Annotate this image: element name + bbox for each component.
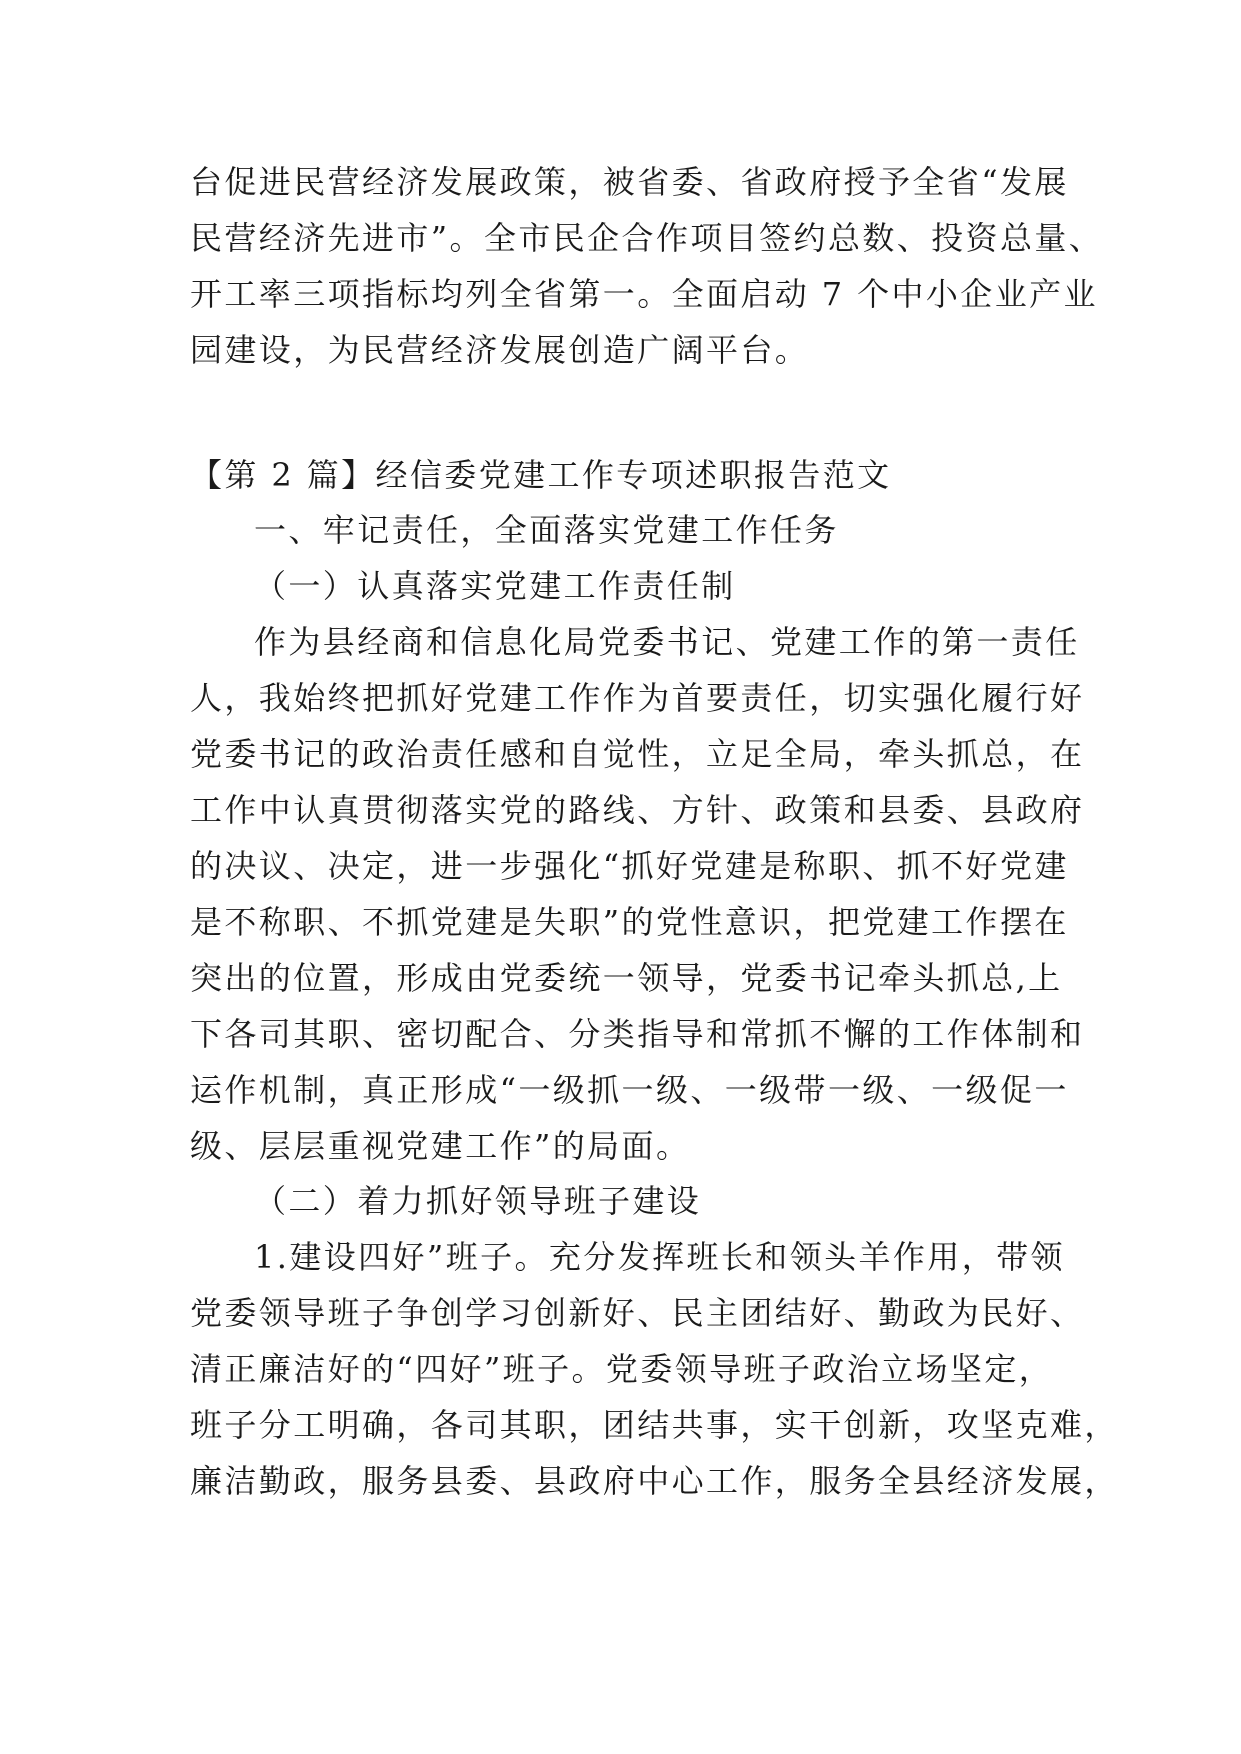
- intro-line-2: 民营经济先进市”。全市民企合作项目签约总数、投资总量、: [190, 219, 1104, 257]
- subsection-heading-2: （二）着力抓好领导班子建设: [254, 1182, 702, 1220]
- paragraph-1-line-4: 工作中认真贯彻落实党的路线、方针、政策和县委、县政府: [190, 791, 1085, 829]
- section-heading: 一、牢记责任，全面落实党建工作任务: [254, 511, 839, 549]
- paragraph-2-line-2: 党委领导班子争创学习创新好、民主团结好、勤政为民好、: [190, 1294, 1085, 1332]
- paragraph-1-line-6: 是不称职、不抓党建是失职”的党性意识，把党建工作摆在: [190, 903, 1069, 941]
- subsection-heading-1: （一）认真落实党建工作责任制: [254, 567, 736, 605]
- paragraph-2-line-4: 班子分工明确，各司其职，团结共事，实干创新，攻坚克难，: [190, 1406, 1119, 1444]
- article-title: 【第 2 篇】经信委党建工作专项述职报告范文: [190, 456, 892, 494]
- paragraph-1-line-9: 运作机制，真正形成“一级抓一级、一级带一级、一级促一: [190, 1071, 1069, 1109]
- intro-line-4: 园建设，为民营经济发展创造广阔平台。: [190, 331, 810, 369]
- paragraph-1-line-7: 突出的位置，形成由党委统一领导，党委书记牵头抓总,上: [190, 959, 1063, 997]
- paragraph-1-line-1: 作为县经商和信息化局党委书记、党建工作的第一责任: [254, 623, 1080, 661]
- paragraph-2-line-3: 清正廉洁好的“四好”班子。党委领导班子政治立场坚定，: [190, 1350, 1054, 1388]
- paragraph-1-line-2: 人，我始终把抓好党建工作作为首要责任，切实强化履行好: [190, 679, 1085, 717]
- paragraph-1-line-3: 党委书记的政治责任感和自觉性，立足全局，牵头抓总，在: [190, 735, 1085, 773]
- paragraph-2-line-5: 廉洁勤政，服务县委、县政府中心工作，服务全县经济发展，: [190, 1462, 1119, 1500]
- paragraph-1-line-10: 级、层层重视党建工作”的局面。: [190, 1127, 691, 1165]
- intro-line-1: 台促进民营经济发展政策，被省委、省政府授予全省“发展: [190, 163, 1069, 201]
- intro-line-3: 开工率三项指标均列全省第一。全面启动 7 个中小企业产业: [190, 275, 1098, 313]
- paragraph-1-line-8: 下各司其职、密切配合、分类指导和常抓不懈的工作体制和: [190, 1015, 1085, 1053]
- paragraph-2-line-1: 1.建设四好”班子。充分发挥班长和领头羊作用，带领: [254, 1238, 1065, 1276]
- paragraph-1-line-5: 的决议、决定，进一步强化“抓好党建是称职、抓不好党建: [190, 847, 1069, 885]
